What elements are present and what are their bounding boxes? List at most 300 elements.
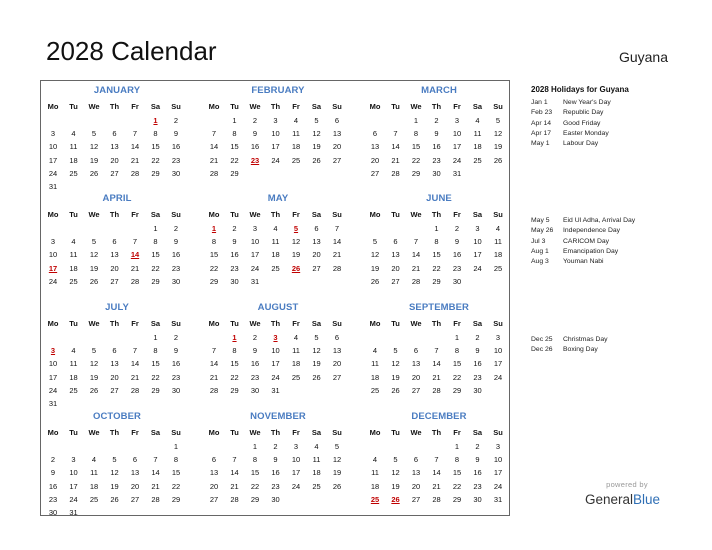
day-cell: 8 (454, 346, 460, 356)
day-cell: 29 (151, 276, 160, 286)
day-cell: 10 (48, 250, 58, 260)
day-cell: 23 (230, 263, 239, 273)
weekday-header: Th (431, 428, 442, 437)
month-february (204, 81, 352, 189)
day-cell: 15 (151, 359, 160, 369)
day-cell: 10 (250, 237, 260, 247)
page-title: 2028 Calendar (46, 36, 217, 66)
day-cell: 15 (171, 468, 181, 478)
day-cell: 25 (89, 494, 99, 504)
day-cell: 20 (110, 155, 119, 165)
day-cell: 18 (271, 250, 280, 260)
day-cell: 18 (370, 372, 380, 382)
day-cell: 3 (495, 442, 501, 451)
day-cell: 20 (110, 263, 119, 273)
weekday-header: Mo (47, 319, 59, 328)
weekday-header: Tu (391, 319, 400, 328)
weekday-header: We (410, 319, 422, 328)
day-cell: 26 (312, 372, 321, 382)
day-cell: 15 (452, 359, 462, 369)
day-cell: 20 (332, 142, 342, 152)
day-cell: 12 (312, 129, 321, 139)
day-cell: 13 (411, 359, 421, 369)
weekday-header: Th (270, 428, 281, 437)
day-cell: 18 (69, 155, 78, 165)
day-cell: 20 (411, 481, 421, 491)
day-cell: 15 (230, 359, 239, 369)
day-cell: 26 (110, 494, 119, 504)
day-cell: 22 (452, 481, 462, 491)
day-cell: 19 (391, 372, 400, 382)
day-cell: 11 (292, 346, 300, 356)
day-cell: 4 (314, 442, 319, 451)
day-cell: 24 (48, 385, 58, 395)
holiday-date: Feb 23 (531, 109, 553, 117)
day-cell: 17 (493, 468, 503, 478)
day-cell: 3 (273, 116, 278, 125)
day-cell: 2 (252, 333, 258, 342)
month-name: DECEMBER (411, 411, 467, 422)
holiday-date: Dec 25 (531, 336, 553, 343)
weekday-header: Sa (311, 428, 322, 437)
day-cell: 9 (454, 237, 460, 247)
day-cell: 22 (151, 263, 160, 273)
month-name: NOVEMBER (250, 411, 306, 422)
day-cell: 26 (493, 155, 503, 165)
day-cell: 20 (312, 250, 321, 260)
day-cell: 30 (452, 276, 462, 286)
weekday-header: Mo (47, 428, 59, 437)
day-cell: 31 (48, 182, 58, 191)
holiday-day-cell: 25 (370, 494, 380, 504)
holiday-day-cell: 3 (273, 333, 278, 342)
day-cell: 15 (452, 468, 462, 478)
holiday-name: Labour Day (563, 140, 599, 148)
day-cell: 4 (293, 116, 299, 125)
day-cell: 28 (432, 385, 441, 395)
weekday-header: Su (171, 428, 181, 437)
day-cell: 2 (173, 116, 179, 125)
day-cell: 2 (232, 224, 237, 233)
weekday-header: We (88, 319, 100, 328)
weekday-header: Mo (47, 102, 59, 111)
day-cell: 5 (112, 455, 117, 465)
day-cell: 20 (332, 359, 342, 369)
day-cell: 19 (370, 263, 380, 273)
holiday-day-cell: 1 (211, 224, 217, 233)
day-cell: 21 (230, 481, 239, 491)
day-cell: 18 (291, 142, 301, 152)
day-cell: 10 (291, 455, 301, 465)
weekday-header: Tu (69, 428, 78, 437)
month-name: MARCH (421, 85, 457, 96)
weekday-header: Su (493, 210, 503, 219)
day-cell: 22 (230, 372, 239, 382)
day-cell: 20 (130, 481, 140, 491)
day-cell: 30 (230, 276, 239, 286)
day-cell: 17 (452, 142, 462, 152)
day-cell: 29 (230, 385, 239, 395)
day-cell: 13 (209, 468, 219, 478)
day-cell: 28 (130, 168, 140, 178)
day-cell: 2 (273, 442, 278, 451)
month-name: FEBRUARY (251, 85, 305, 96)
weekday-header: Mo (208, 210, 220, 219)
day-cell: 10 (473, 237, 482, 247)
weekday-header: We (410, 210, 422, 219)
brand-powered-by: powered by (606, 480, 648, 489)
weekday-header: Sa (472, 102, 483, 111)
day-cell: 20 (391, 263, 400, 273)
day-cell: 14 (151, 468, 160, 478)
weekday-header: Mo (369, 102, 381, 111)
holiday-day-cell: 17 (48, 263, 58, 273)
holiday-entry (531, 336, 701, 346)
day-cell: 3 (454, 116, 460, 125)
day-cell: 10 (452, 129, 462, 139)
day-cell: 14 (411, 250, 421, 260)
holiday-day-cell: 14 (130, 250, 140, 260)
weekday-header: Sa (472, 210, 483, 219)
weekday-header: Th (109, 102, 120, 111)
day-cell: 17 (48, 155, 58, 165)
holiday-name: CARICOM Day (563, 237, 610, 245)
day-cell: 1 (454, 333, 460, 342)
day-cell: 18 (291, 359, 301, 369)
day-cell: 11 (292, 129, 300, 139)
day-cell: 20 (370, 155, 380, 165)
day-cell: 10 (48, 359, 58, 369)
weekday-header: Fr (292, 102, 300, 111)
day-cell: 18 (473, 142, 482, 152)
day-cell: 6 (314, 224, 319, 233)
day-cell: 5 (314, 116, 319, 125)
day-cell: 14 (130, 142, 140, 152)
day-cell: 8 (232, 129, 237, 139)
month-name: AUGUST (257, 302, 299, 313)
day-cell: 23 (432, 155, 441, 165)
day-cell: 9 (434, 129, 439, 139)
day-cell: 28 (209, 385, 219, 395)
day-cell: 6 (372, 129, 378, 139)
day-cell: 21 (130, 263, 140, 273)
weekday-header: Tu (391, 428, 400, 437)
weekday-header: We (410, 428, 422, 437)
month-may (204, 189, 352, 297)
day-cell: 5 (393, 346, 398, 356)
weekday-header: Tu (69, 210, 78, 219)
day-cell: 28 (130, 276, 140, 286)
day-cell: 29 (250, 494, 260, 504)
day-cell: 17 (291, 468, 301, 478)
month-name: OCTOBER (92, 411, 142, 422)
day-cell: 10 (69, 468, 78, 478)
day-cell: 4 (293, 333, 299, 342)
day-cell: 27 (130, 494, 140, 504)
day-cell: 6 (334, 116, 340, 125)
day-cell: 21 (411, 263, 421, 273)
day-cell: 23 (452, 263, 462, 273)
day-cell: 7 (132, 129, 138, 139)
day-cell: 6 (334, 333, 340, 342)
holiday-entry (531, 248, 701, 258)
weekday-header: Th (270, 102, 281, 111)
month-november (204, 407, 352, 515)
day-cell: 7 (132, 346, 138, 356)
day-cell: 19 (89, 155, 99, 165)
weekday-header: Fr (453, 428, 461, 437)
holiday-date: May 26 (531, 227, 554, 235)
day-cell: 21 (332, 250, 342, 260)
holiday-name: New Year's Day (563, 99, 611, 106)
day-cell: 19 (89, 263, 99, 273)
day-cell: 2 (475, 333, 480, 342)
weekday-header: Sa (472, 428, 483, 437)
day-cell: 30 (171, 276, 181, 286)
day-cell: 4 (71, 129, 76, 139)
day-cell: 16 (250, 142, 260, 152)
weekday-header: Su (332, 428, 342, 437)
day-cell: 15 (151, 142, 160, 152)
holiday-day-cell: 23 (250, 155, 260, 165)
day-cell: 26 (89, 276, 99, 286)
day-cell: 30 (271, 494, 280, 504)
day-cell: 22 (250, 481, 260, 491)
day-cell: 9 (252, 129, 258, 139)
day-cell: 9 (475, 346, 480, 356)
day-cell: 12 (332, 455, 342, 465)
weekday-header: Sa (150, 428, 161, 437)
day-cell: 18 (312, 468, 321, 478)
day-cell: 24 (473, 263, 482, 273)
weekday-header: Su (332, 319, 342, 328)
day-cell: 21 (432, 481, 441, 491)
month-march (365, 81, 513, 189)
day-cell: 16 (171, 359, 181, 369)
day-cell: 2 (434, 116, 439, 125)
day-cell: 23 (171, 263, 181, 273)
day-cell: 6 (132, 455, 138, 465)
weekday-header: Fr (453, 102, 461, 111)
month-name: JULY (105, 302, 129, 313)
day-cell: 16 (250, 359, 260, 369)
day-cell: 25 (370, 385, 380, 395)
day-cell: 1 (173, 442, 179, 451)
day-cell: 24 (69, 494, 78, 504)
holiday-entry (531, 120, 701, 130)
holiday-name: Youman Nabi (563, 258, 604, 266)
day-cell: 19 (89, 372, 99, 382)
brand-general: General (585, 492, 634, 507)
holiday-date: May 5 (531, 217, 550, 224)
day-cell: 9 (475, 455, 480, 465)
day-cell: 12 (370, 250, 380, 260)
holiday-date: Apr 17 (531, 129, 552, 137)
day-cell: 27 (332, 155, 342, 165)
day-cell: 28 (432, 494, 441, 504)
day-cell: 13 (411, 468, 421, 478)
day-cell: 3 (50, 237, 56, 247)
holiday-date: Dec 26 (531, 346, 553, 354)
day-cell: 8 (413, 129, 419, 139)
weekday-header: Fr (292, 319, 300, 328)
weekday-header: Su (493, 428, 503, 437)
day-cell: 19 (391, 481, 400, 491)
day-cell: 16 (432, 142, 441, 152)
day-cell: 27 (209, 494, 219, 504)
day-cell: 16 (452, 250, 462, 260)
day-cell: 19 (110, 481, 119, 491)
day-cell: 23 (171, 372, 181, 382)
day-cell: 24 (493, 372, 503, 382)
day-cell: 30 (171, 168, 181, 178)
weekday-header: Th (431, 319, 442, 328)
day-cell: 21 (432, 372, 441, 382)
day-cell: 26 (332, 481, 342, 491)
day-cell: 9 (273, 455, 278, 465)
day-cell: 13 (110, 142, 119, 152)
weekday-header: Fr (453, 210, 461, 219)
month-august (204, 298, 352, 406)
weekday-header: Tu (230, 319, 239, 328)
day-cell: 5 (334, 442, 340, 451)
day-cell: 10 (493, 455, 503, 465)
day-cell: 13 (332, 129, 342, 139)
day-cell: 3 (495, 333, 501, 342)
day-cell: 28 (391, 168, 400, 178)
month-name: MAY (267, 193, 289, 204)
day-cell: 7 (413, 237, 419, 247)
day-cell: 1 (434, 224, 439, 233)
day-cell: 26 (370, 276, 380, 286)
day-cell: 7 (153, 455, 158, 465)
day-cell: 9 (173, 129, 179, 139)
holiday-date: Apr 14 (531, 119, 552, 127)
day-cell: 8 (232, 346, 237, 356)
day-cell: 14 (209, 142, 219, 152)
day-cell: 17 (48, 372, 58, 382)
day-cell: 8 (252, 455, 258, 465)
day-cell: 17 (250, 250, 260, 260)
weekday-header: Tu (230, 210, 239, 219)
calendar-grid (40, 80, 510, 516)
day-cell: 3 (50, 129, 56, 139)
weekday-header: Th (270, 210, 281, 219)
day-cell: 22 (411, 155, 421, 165)
weekday-header: Mo (369, 428, 381, 437)
weekday-header: Th (431, 102, 442, 111)
day-cell: 30 (250, 385, 260, 395)
weekday-header: Sa (311, 210, 322, 219)
day-cell: 2 (252, 116, 258, 125)
day-cell: 12 (89, 250, 99, 260)
day-cell: 31 (69, 508, 78, 517)
day-cell: 27 (110, 276, 119, 286)
day-cell: 7 (434, 346, 439, 356)
holiday-name: Boxing Day (563, 346, 598, 354)
day-cell: 1 (153, 224, 158, 233)
month-name: APRIL (102, 193, 132, 204)
month-december (365, 407, 513, 515)
day-cell: 29 (151, 385, 160, 395)
weekday-header: Sa (472, 319, 483, 328)
day-cell: 25 (291, 155, 301, 165)
month-june (365, 189, 513, 297)
day-cell: 13 (130, 468, 140, 478)
day-cell: 11 (312, 455, 321, 465)
day-cell: 5 (314, 333, 319, 342)
weekday-header: Su (332, 102, 342, 111)
day-cell: 4 (273, 224, 278, 233)
day-cell: 12 (493, 129, 503, 139)
day-cell: 28 (151, 494, 160, 504)
weekday-header: Sa (150, 210, 161, 219)
day-cell: 23 (473, 481, 482, 491)
day-cell: 2 (475, 442, 480, 451)
day-cell: 29 (452, 494, 462, 504)
weekday-header: Th (270, 319, 281, 328)
day-cell: 12 (312, 346, 321, 356)
day-cell: 28 (411, 276, 421, 286)
day-cell: 5 (91, 346, 97, 356)
day-cell: 22 (452, 372, 462, 382)
day-cell: 9 (50, 468, 56, 478)
day-cell: 6 (112, 237, 117, 247)
weekday-header: Th (109, 210, 120, 219)
holiday-entry (531, 109, 701, 119)
day-cell: 18 (493, 250, 503, 260)
day-cell: 21 (391, 155, 400, 165)
day-cell: 5 (91, 237, 97, 247)
weekday-header: Fr (292, 428, 300, 437)
day-cell: 14 (432, 359, 441, 369)
day-cell: 10 (493, 346, 503, 356)
day-cell: 11 (494, 237, 502, 247)
holiday-name: Independence Day (563, 227, 621, 235)
holiday-day-cell: 1 (153, 116, 158, 125)
day-cell: 4 (71, 346, 76, 356)
day-cell: 25 (291, 372, 301, 382)
day-cell: 4 (372, 346, 378, 356)
day-cell: 6 (211, 455, 217, 465)
weekday-header: Mo (208, 102, 220, 111)
day-cell: 3 (293, 442, 299, 451)
day-cell: 15 (151, 250, 160, 260)
weekday-header: Su (493, 102, 503, 111)
weekday-header: Fr (131, 102, 139, 111)
day-cell: 11 (371, 359, 379, 369)
brand-logo (585, 480, 675, 510)
day-cell: 4 (91, 455, 97, 465)
holiday-entry (531, 140, 701, 150)
day-cell: 11 (271, 237, 280, 247)
holiday-date: Aug 3 (531, 258, 549, 266)
day-cell: 26 (89, 385, 99, 395)
day-cell: 12 (391, 468, 400, 478)
weekday-header: Th (109, 319, 120, 328)
month-name: JUNE (426, 193, 452, 204)
day-cell: 20 (209, 481, 219, 491)
day-cell: 1 (232, 116, 237, 125)
holiday-entry (531, 346, 701, 356)
day-cell: 2 (173, 333, 179, 342)
day-cell: 19 (332, 468, 342, 478)
brand-name (585, 492, 660, 507)
day-cell: 23 (48, 494, 58, 504)
day-cell: 28 (230, 494, 239, 504)
day-cell: 18 (69, 263, 78, 273)
weekday-header: Su (171, 319, 181, 328)
